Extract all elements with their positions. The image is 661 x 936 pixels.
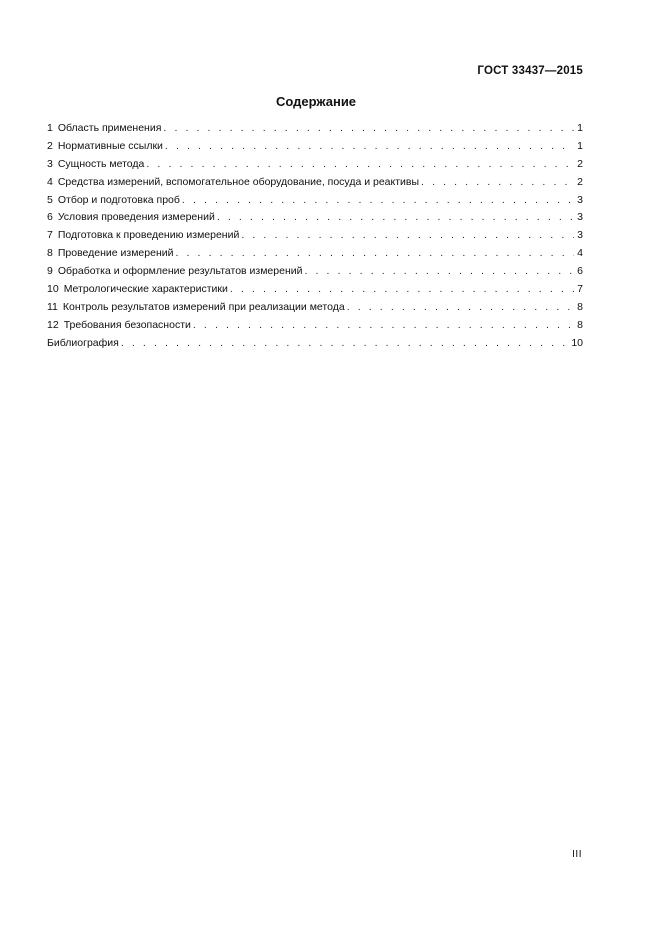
toc-entry-page: 4 [577, 247, 583, 260]
toc-leader-dots [241, 229, 574, 242]
page-number: III [572, 849, 582, 860]
toc-entry-page: 2 [577, 157, 583, 170]
toc-entry-12[interactable] [47, 319, 583, 337]
toc-title: Содержание [275, 94, 357, 109]
toc-entry-page: 10 [571, 336, 583, 349]
toc-entry-number: 6 [47, 211, 53, 224]
toc-entry-number: 2 [47, 139, 53, 152]
toc-entry-page: 3 [577, 229, 583, 242]
toc-leader-dots [146, 158, 574, 171]
toc-entry-10[interactable] [47, 283, 583, 301]
toc-entry-page: 1 [577, 122, 583, 134]
toc-entry-title: Средства измерений, вспомогательное оборудование, посуда и реактивы [57, 175, 420, 188]
toc-entry-page: 8 [577, 300, 583, 313]
toc-entry-7[interactable] [47, 229, 583, 247]
toc-entry-number: 10 [47, 283, 59, 296]
toc-entry-number: 8 [47, 247, 53, 260]
document-code: ГОСТ 33437—2015 [477, 65, 583, 77]
toc-entry-number: 9 [47, 265, 53, 278]
toc-entry-bibliography[interactable] [47, 337, 583, 355]
toc-entry-title: Подготовка к проведению измерений [57, 229, 240, 242]
toc-entry-title: Сущность метода [57, 157, 145, 170]
table-of-contents [47, 122, 583, 355]
toc-entry-8[interactable] [47, 247, 583, 265]
toc-entry-6[interactable] [47, 211, 583, 229]
toc-entry-title: Отбор и подготовка проб [57, 193, 180, 206]
toc-entry-title: Контроль результатов измерений при реализации метода [62, 300, 345, 313]
toc-entry-page: 8 [577, 318, 583, 331]
toc-entry-1[interactable] [47, 122, 583, 140]
toc-entry-title: Требования безопасности [63, 318, 191, 331]
toc-leader-dots [165, 140, 574, 153]
toc-leader-dots [182, 194, 574, 207]
toc-entry-page: 3 [577, 211, 583, 224]
toc-leader-dots [304, 265, 574, 278]
toc-entry-number: 12 [47, 318, 59, 331]
toc-leader-dots [230, 283, 574, 296]
toc-entry-title: Нормативные ссылки [57, 139, 163, 152]
toc-entry-page: 6 [577, 265, 583, 278]
toc-entry-page: 7 [577, 283, 583, 296]
toc-entry-number: 5 [47, 193, 53, 206]
toc-leader-dots [163, 122, 574, 135]
toc-leader-dots [193, 319, 574, 332]
toc-entry-number: 1 [47, 122, 53, 134]
toc-leader-dots [121, 337, 568, 350]
toc-entry-page: 2 [577, 175, 583, 188]
toc-entry-title: Условия проведения измерений [57, 211, 215, 224]
toc-entry-title: Область применения [57, 122, 162, 134]
toc-entry-number: 11 [47, 300, 58, 313]
toc-entry-number: 3 [47, 157, 53, 170]
toc-entry-page: 3 [577, 193, 583, 206]
toc-entry-3[interactable] [47, 158, 583, 176]
toc-entry-2[interactable] [47, 140, 583, 158]
toc-entry-title: Библиография [47, 336, 119, 349]
toc-entry-number: 7 [47, 229, 53, 242]
toc-entry-9[interactable] [47, 265, 583, 283]
toc-entry-page: 1 [577, 139, 583, 152]
toc-leader-dots [421, 176, 574, 189]
toc-entry-number: 4 [47, 175, 53, 188]
toc-entry-5[interactable] [47, 194, 583, 212]
toc-leader-dots [347, 301, 574, 314]
toc-leader-dots [175, 247, 574, 260]
toc-entry-title: Метрологические характеристики [63, 283, 228, 296]
toc-entry-4[interactable] [47, 176, 583, 194]
toc-entry-title: Обработка и оформление результатов измерений [57, 265, 303, 278]
toc-entry-title: Проведение измерений [57, 247, 174, 260]
toc-leader-dots [217, 211, 574, 224]
toc-entry-11[interactable] [47, 301, 583, 319]
